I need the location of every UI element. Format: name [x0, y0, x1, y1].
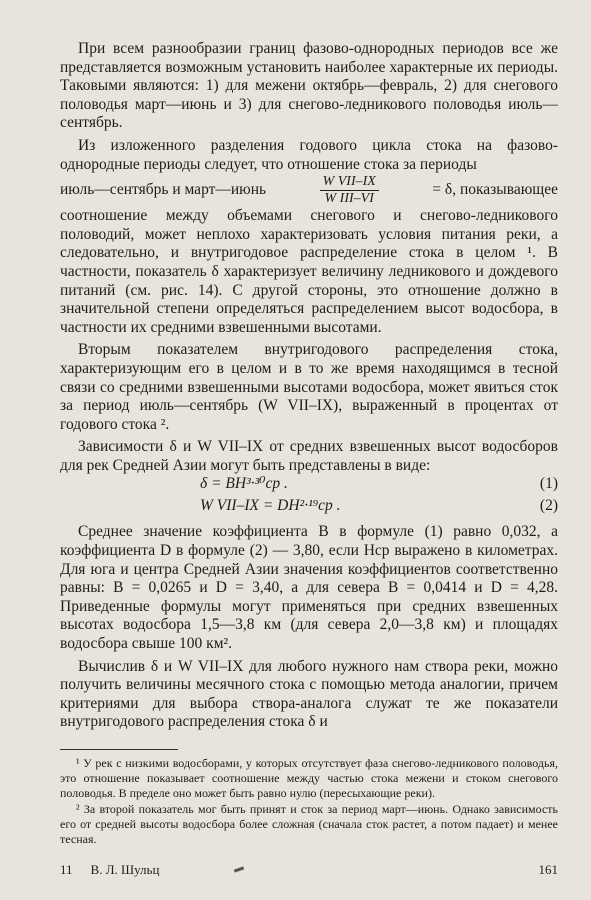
- paragraph-6: Вычислив δ и W VII–IX для любого нужного нам створа реки, можно получить величины месячного стока с помощью метода аналогии, причем критериями для выбора створа-аналога служат те же показатели внутригодового распределения стока δ и: [60, 657, 558, 731]
- inline-ratio-line: [60, 174, 558, 207]
- ratio-numerator: W VII–IX: [320, 174, 379, 191]
- formula-1-number: (1): [539, 475, 558, 493]
- paragraph-4: Зависимости δ и W VII–IX от средних взвешенных высот водосборов для рек Средней Азии могут быть представлены в виде:: [60, 438, 558, 474]
- main-text: [60, 40, 558, 732]
- footnote-1: ¹ У рек с низкими водосборами, у которых отсутствует фаза снегово-ледникового половодья, это отношение показывает соотношение между частью стока межени и стоком снегового половодья. В пределе оно может быть равно нулю (пересыхающие реки).: [60, 756, 558, 801]
- formula-1-expression: δ = BH³·³⁰ср .: [200, 475, 288, 493]
- ratio-fraction: [320, 174, 379, 207]
- formula-2-expression: W VII–IX = DH²·¹⁹ср .: [200, 497, 341, 515]
- page-footer: [60, 862, 558, 878]
- footnote-2: ² За второй показатель мог быть принят и сток за период март—июнь. Однако зависимость его от средней высоты водосбора более сложная (сначала сток растет, а потом падает) и менее тесная.: [60, 801, 558, 847]
- signature-number: 11: [60, 862, 73, 877]
- paragraph-1: При всем разнообразии границ фазово-однородных периодов все же представляется возможным установить наиболее характерные их периоды. Таковыми являются: 1) для межени октябрь—февраль, 2) для снегового половодья март—июнь и 3) для снегово-ледникового половодья июль—сентябрь.: [60, 40, 558, 132]
- paragraph-2-start: Из изложенного разделения годового цикла стока на фазово-однородные периоды следует, что отношение стока за периоды: [60, 136, 558, 173]
- paragraph-2-rest: соотношение между объемами снегового и снегово-ледникового половодий, может неплохо характеризовать условия питания реки, а следовательно, и внутригодовое распределение стока в целом ¹. В частности, показатель δ характеризует величину ледникового и дождевого питаний (см. рис. 14). С другой стороны, это отношение должно в значительной степени определяться распределением высот водосбора, в частности их средними взвешенными высотами.: [60, 207, 558, 336]
- footnote-divider: [60, 749, 178, 750]
- formula-2-number: (2): [539, 497, 558, 515]
- footnotes: [60, 756, 558, 847]
- ratio-denominator: W III–VI: [324, 191, 374, 207]
- author-name: В. Л. Шульц: [90, 862, 160, 877]
- ratio-prefix: июль—сентябрь и март—июнь: [60, 181, 267, 199]
- ratio-suffix: = δ, показывающее: [432, 181, 558, 199]
- paragraph-3: Вторым показателем внутригодового распределения стока, характеризующим его в целом и в то же время находящимся в тесной связи со средними взвешенными высотами водосбора, может явиться сток за период июль—сентябрь (W VII–IX), выраженный в процентах от годового стока ².: [60, 341, 558, 433]
- formula-1: [60, 475, 558, 497]
- page-number: 161: [538, 862, 558, 877]
- formula-2: [60, 497, 558, 519]
- paragraph-5: Среднее значение коэффициента B в формуле (1) равно 0,032, а коэффициента D в формуле (2) — 3,80, если Hср выражено в километрах. Для юга и центра Средней Азии значения коэффициентов соответственно равны: B = 0,0265 и D = 3,40, а для севера B = 0,0414 и D = 4,28. Приведенные формулы могут применяться при средних взвешенных высотах водосбора 1,5—3,8 км (для севера 2,0—3,8 км) и площадях водосбора свыше 100 км².: [60, 523, 558, 653]
